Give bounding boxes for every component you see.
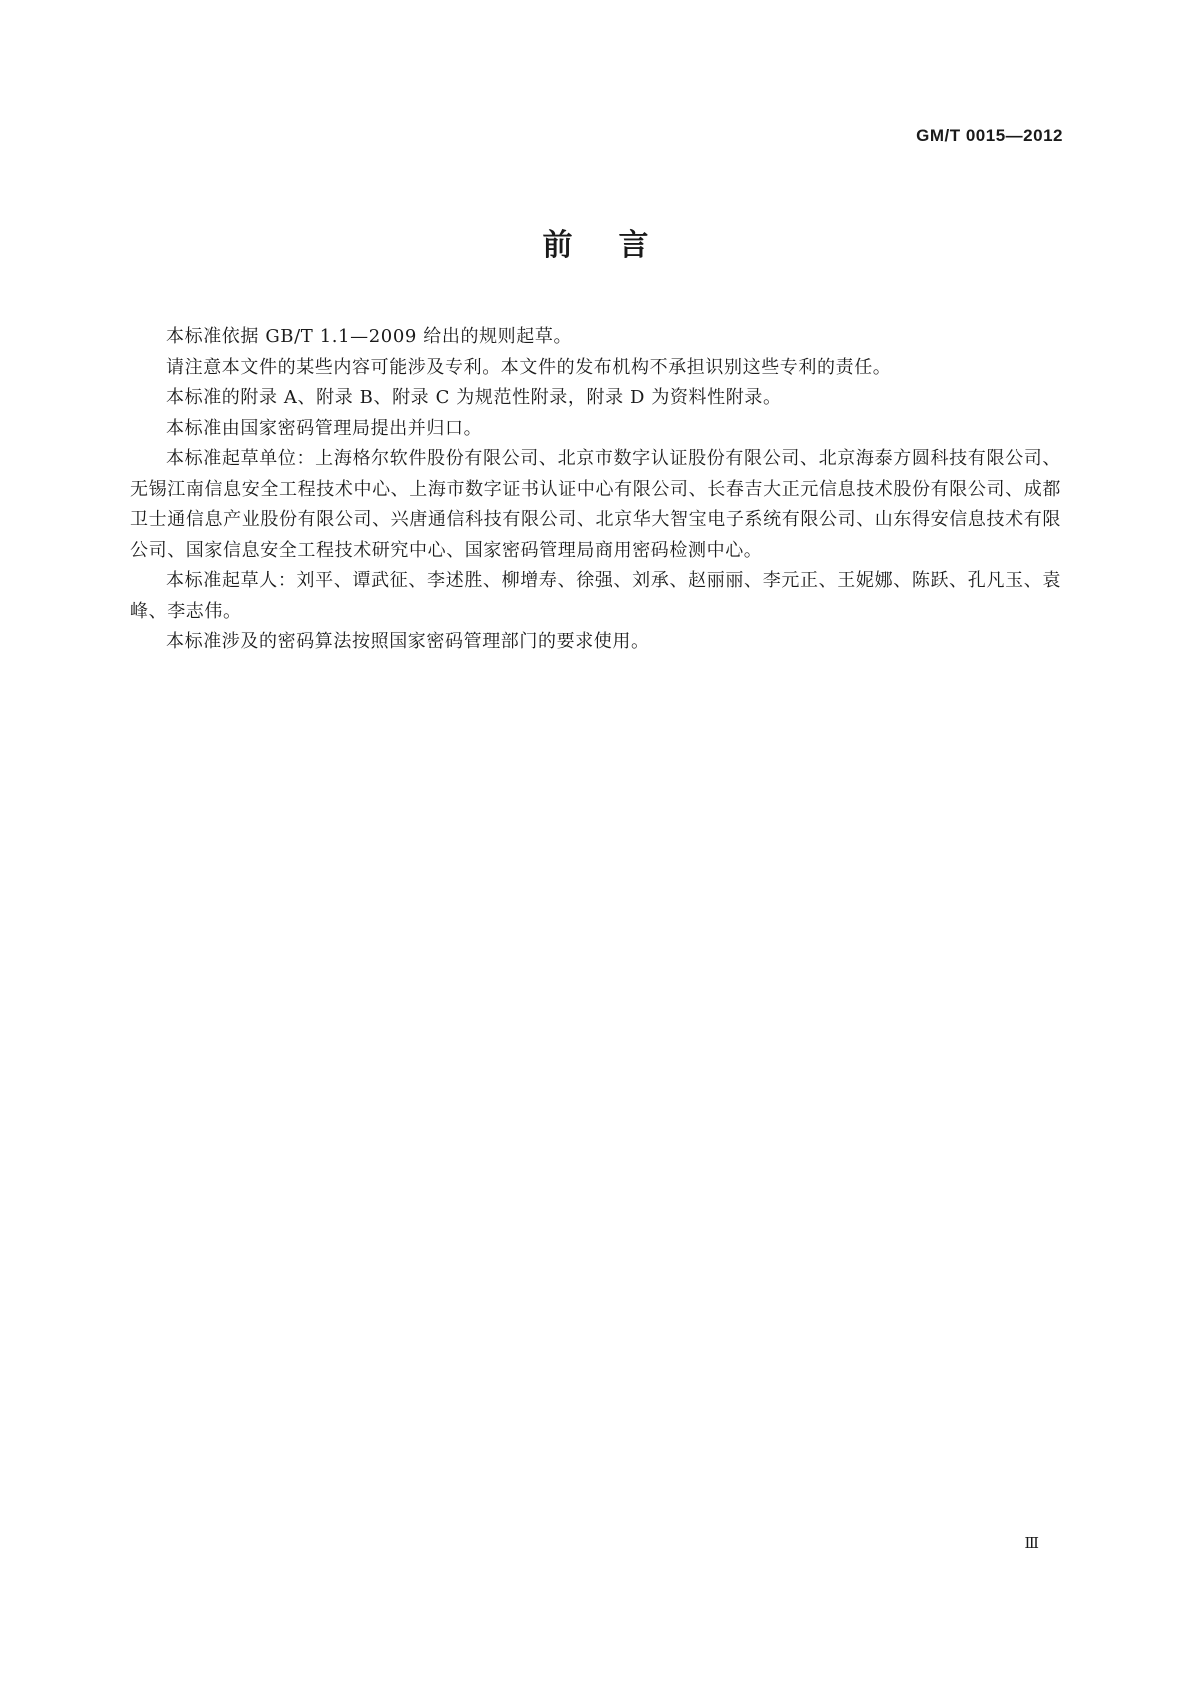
page-number: Ⅲ	[1024, 1534, 1039, 1552]
paragraph-proposer: 本标准由国家密码管理局提出并归口。	[166, 417, 483, 439]
foreword-body	[130, 322, 1061, 658]
standard-number: GM/T 0015—2012	[916, 126, 1063, 145]
paragraph-patent-notice: 请注意本文件的某些内容可能涉及专利。本文件的发布机构不承担识别这些专利的责任。	[166, 356, 892, 378]
paragraph-drafting-rules: 本标准依据 GB/T 1.1—2009 给出的规则起草。	[166, 326, 573, 347]
page-title: 前言	[542, 228, 695, 263]
paragraph-drafters: 本标准起草人：刘平、谭武征、李述胜、柳增寿、徐强、刘承、赵丽丽、李元正、王妮娜、陈跃、孔凡玉、袁峰、李志伟。	[130, 570, 1061, 622]
paragraph-algorithm-usage: 本标准涉及的密码算法按照国家密码管理部门的要求使用。	[166, 631, 650, 652]
paragraph-drafting-units: 本标准起草单位：上海格尔软件股份有限公司、北京市数字认证股份有限公司、北京海泰方圆科技有限公司、无锡江南信息安全工程技术中心、上海市数字证书认证中心有限公司、长春吉大正元信息技术股份有限公司、成都卫士通信息产业股份有限公司、兴唐通信科技有限公司、北京华大智宝电子系统有限公司、山东得安信息技术有限公司、国家信息安全工程技术研究中心、国家密码管理局商用密码检测中心。	[130, 448, 1061, 561]
paragraph-annexes: 本标准的附录 A、附录 B、附录 C 为规范性附录，附录 D 为资料性附录。	[166, 387, 782, 408]
